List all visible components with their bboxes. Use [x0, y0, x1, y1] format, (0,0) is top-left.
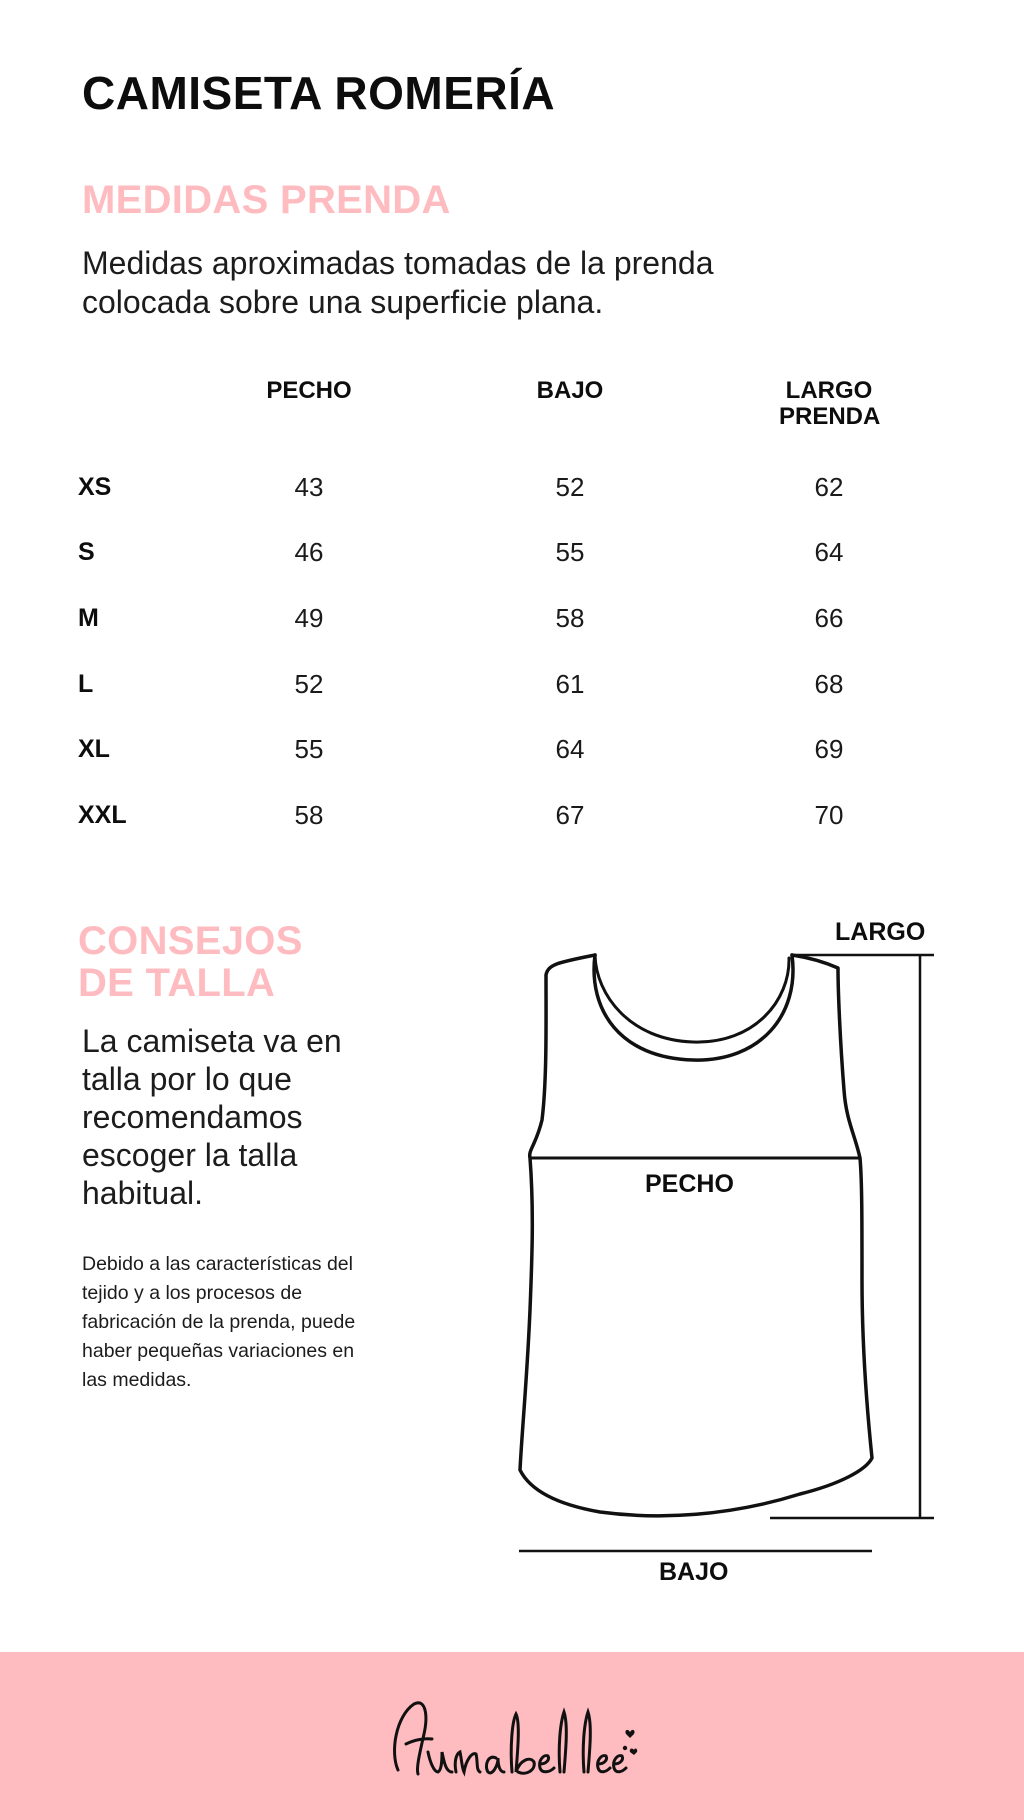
size-label: XL — [78, 735, 110, 763]
hem-label: BAJO — [659, 1558, 729, 1586]
bajo-value: 52 — [555, 472, 585, 502]
largo-value: 68 — [814, 669, 844, 699]
column-header-pecho: PECHO — [266, 377, 352, 404]
size-table — [70, 378, 950, 834]
tips-main-text: La camiseta va en talla por lo que recomendamos escoger la talla habitual. — [82, 1023, 342, 1211]
pecho-value: 52 — [294, 669, 324, 699]
table-row — [70, 795, 950, 835]
size-label: L — [78, 670, 94, 698]
bajo-value: 58 — [555, 603, 585, 633]
bajo-value: 61 — [555, 669, 585, 699]
size-label: S — [78, 538, 95, 566]
tips-heading-line-1: CONSEJOS — [78, 919, 303, 963]
bajo-value: 67 — [555, 800, 585, 830]
neckline-outer — [594, 955, 793, 1060]
size-label: M — [78, 604, 99, 632]
measures-heading: MEDIDAS PRENDA — [82, 178, 451, 222]
largo-value: 69 — [814, 734, 844, 764]
heart-icon — [625, 1730, 634, 1738]
table-row — [70, 532, 950, 572]
tips-heading — [78, 920, 458, 1004]
largo-value: 64 — [814, 537, 844, 567]
pecho-value: 43 — [294, 472, 324, 502]
column-header-largo-prenda: LARGO PRENDA — [779, 377, 881, 430]
tank-top-illustration — [500, 900, 960, 1600]
garment-diagram — [500, 900, 960, 1600]
size-label: XXL — [78, 801, 127, 829]
largo-value: 66 — [814, 603, 844, 633]
table-row — [70, 598, 950, 638]
neckline-inner — [595, 955, 789, 1042]
page-title: CAMISETA ROMERÍA — [82, 67, 556, 119]
heart-icon — [630, 1749, 637, 1755]
tips-heading-line-2: DE TALLA — [78, 961, 276, 1005]
largo-value: 70 — [814, 800, 844, 830]
table-row — [70, 664, 950, 704]
table-row — [70, 729, 950, 769]
brand-logo — [384, 1692, 644, 1782]
bajo-value: 64 — [555, 734, 585, 764]
pecho-value: 49 — [294, 603, 324, 633]
bajo-value: 55 — [555, 537, 585, 567]
tank-top-outline — [520, 955, 872, 1516]
footer-band — [0, 1652, 1024, 1820]
size-label: XS — [78, 473, 112, 501]
largo-value: 62 — [814, 472, 844, 502]
length-label: LARGO — [835, 918, 926, 946]
column-header-bajo: BAJO — [536, 377, 604, 404]
tips-note: Debido a las características del tejido y a los procesos de fabricación de la prenda, puede haber pequeñas variaciones en las medidas. — [82, 1253, 356, 1391]
pecho-value: 58 — [294, 800, 324, 830]
table-row — [70, 467, 950, 507]
pecho-value: 46 — [294, 537, 324, 567]
pecho-value: 55 — [294, 734, 324, 764]
measures-description: Medidas aproximadas tomadas de la prenda colocada sobre una superficie plana. — [82, 245, 714, 320]
chest-label: PECHO — [645, 1170, 734, 1198]
